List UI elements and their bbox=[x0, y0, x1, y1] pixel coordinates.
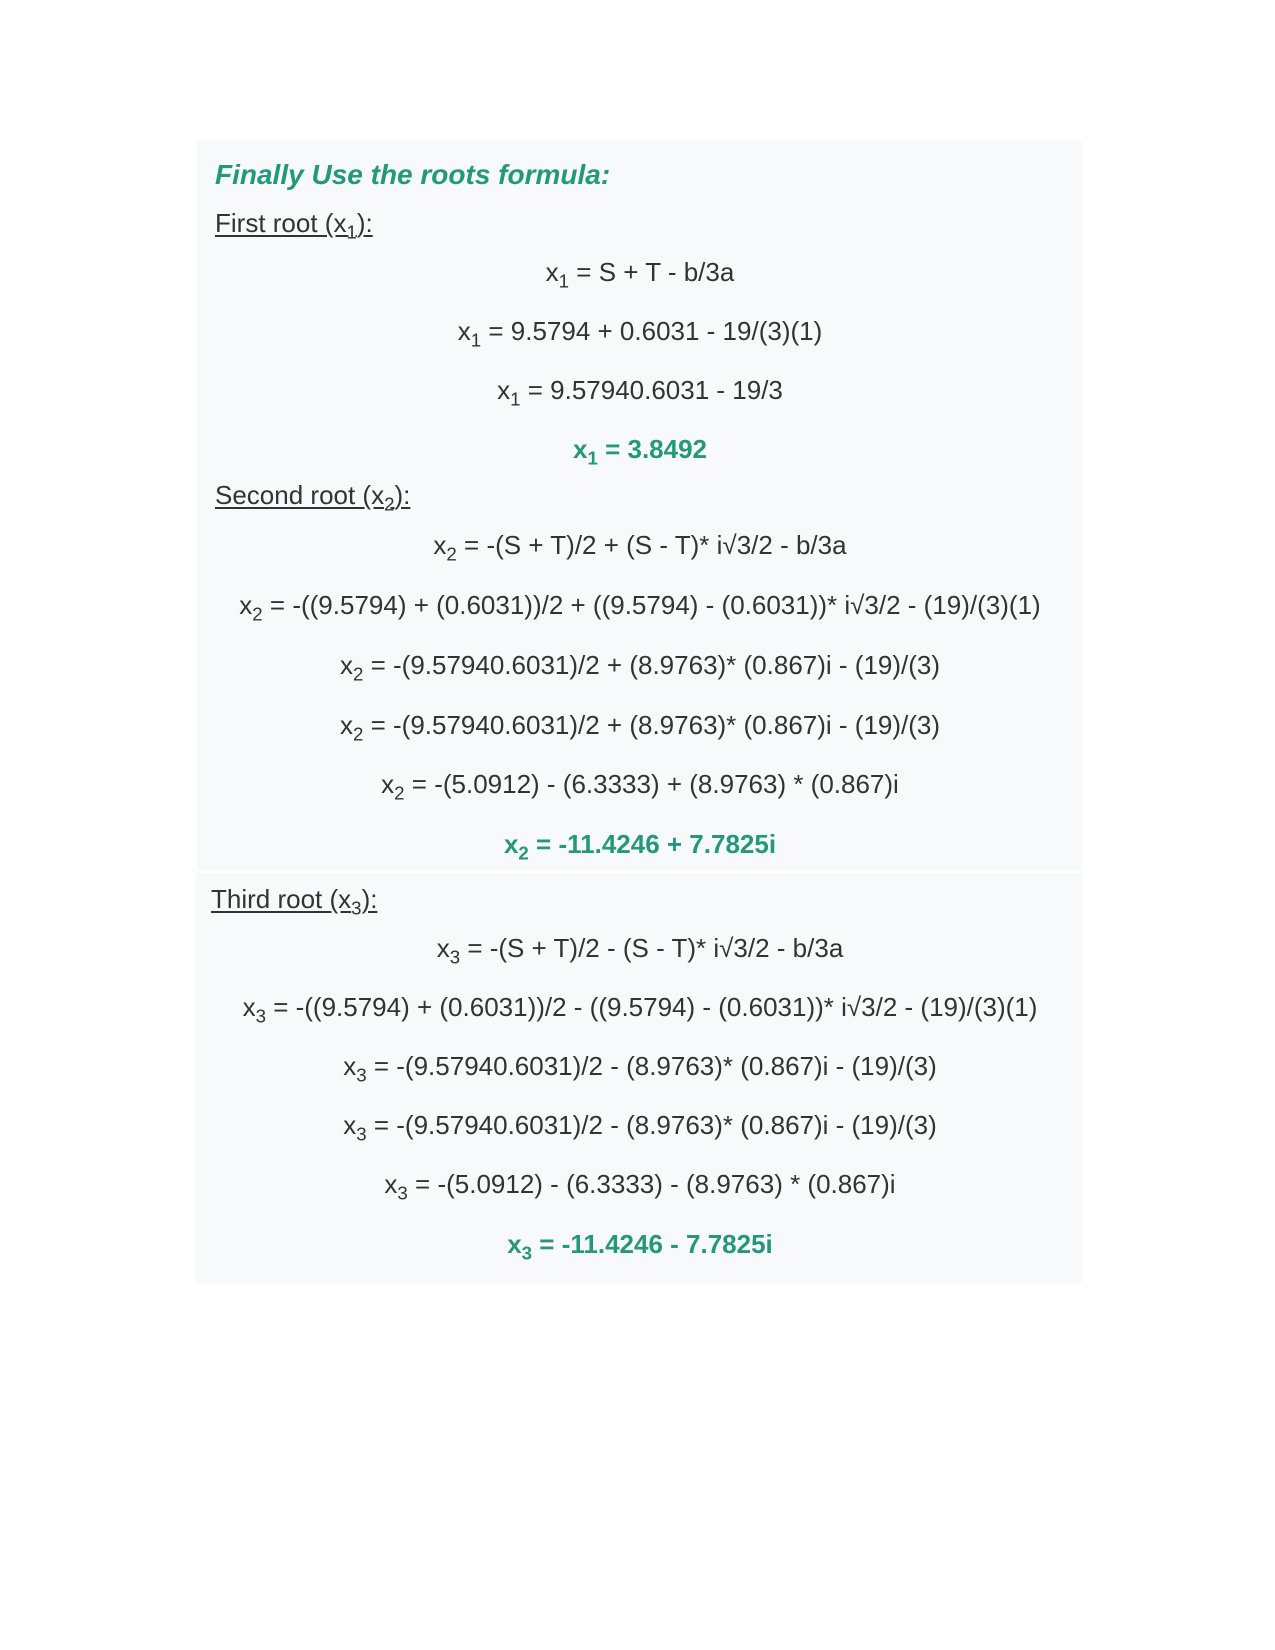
third-root-equation: $x_3 = -(9.57940.6031)/2 - (8.9763)*$ (0.867)i - (19)/(3) bbox=[343, 1110, 937, 1145]
first-root-equation: $x_1 = 9.5794 + 0.6031 - 19/(3)(1)$ bbox=[457, 316, 823, 351]
first-root-label: First root $(x_1)$: bbox=[215, 208, 373, 243]
second-root-equation: $x_2 = -(9.57940.6031)/2 + (8.9763)*$ (0.867)i - (19)/(3) bbox=[339, 710, 941, 745]
second-root-result: $x_2 = -11.4246 + 7.7825i$ bbox=[503, 829, 777, 864]
first-root-equation: $x_1 = 9.57940.6031 - 19/3$ bbox=[497, 375, 783, 410]
third-root-equation: $x_3 = -(S + T)/2 - (S - T)*$ i√3/2 - b/3a bbox=[436, 933, 844, 968]
third-root-equation: $x_3 = -(9.57940.6031)/2 - (8.9763)*$ (0.867)i - (19)/(3) bbox=[343, 1051, 937, 1086]
section-heading: Finally Use the roots formula: bbox=[215, 159, 611, 190]
third-root-label: Third root $(x_3)$: bbox=[211, 884, 378, 919]
second-root-equation: $x_2 = -(5.0912) - (6.3333) + (8.9763) * (0.867)i$ bbox=[381, 769, 899, 804]
second-root-equation: $x_2 = -(S + T)/2 + (S - T)*$ i√3/2 - b/3a bbox=[433, 530, 847, 565]
third-root-result: $x_3 = -11.4246 - 7.7825i$ bbox=[507, 1229, 773, 1264]
first-root-equation: $x_1 = S + T - b/3a$ bbox=[545, 257, 735, 292]
third-root-equation: $x_3 = -(5.0912) - (6.3333) - (8.9763) * (0.867)i$ bbox=[384, 1169, 896, 1204]
second-root-label: Second root $(x_2)$: bbox=[215, 480, 411, 515]
third-root-equation: $x_3 = -((9.5794) + (0.6031))/2 - ((9.5794) - (0.6031))*$ i√3/2 - (19)/(3)(1) bbox=[242, 992, 1038, 1027]
second-root-equation: $x_2 = -(9.57940.6031)/2 + (8.9763)*$ (0.867)i - (19)/(3) bbox=[339, 650, 941, 685]
second-root-equation: $x_2 = -((9.5794) + (0.6031))/2 + ((9.5794) - (0.6031))*$ i√3/2 - (19)/(3)(1) bbox=[239, 590, 1041, 625]
first-root-result: $x_1 = 3.8492$ bbox=[572, 434, 708, 469]
